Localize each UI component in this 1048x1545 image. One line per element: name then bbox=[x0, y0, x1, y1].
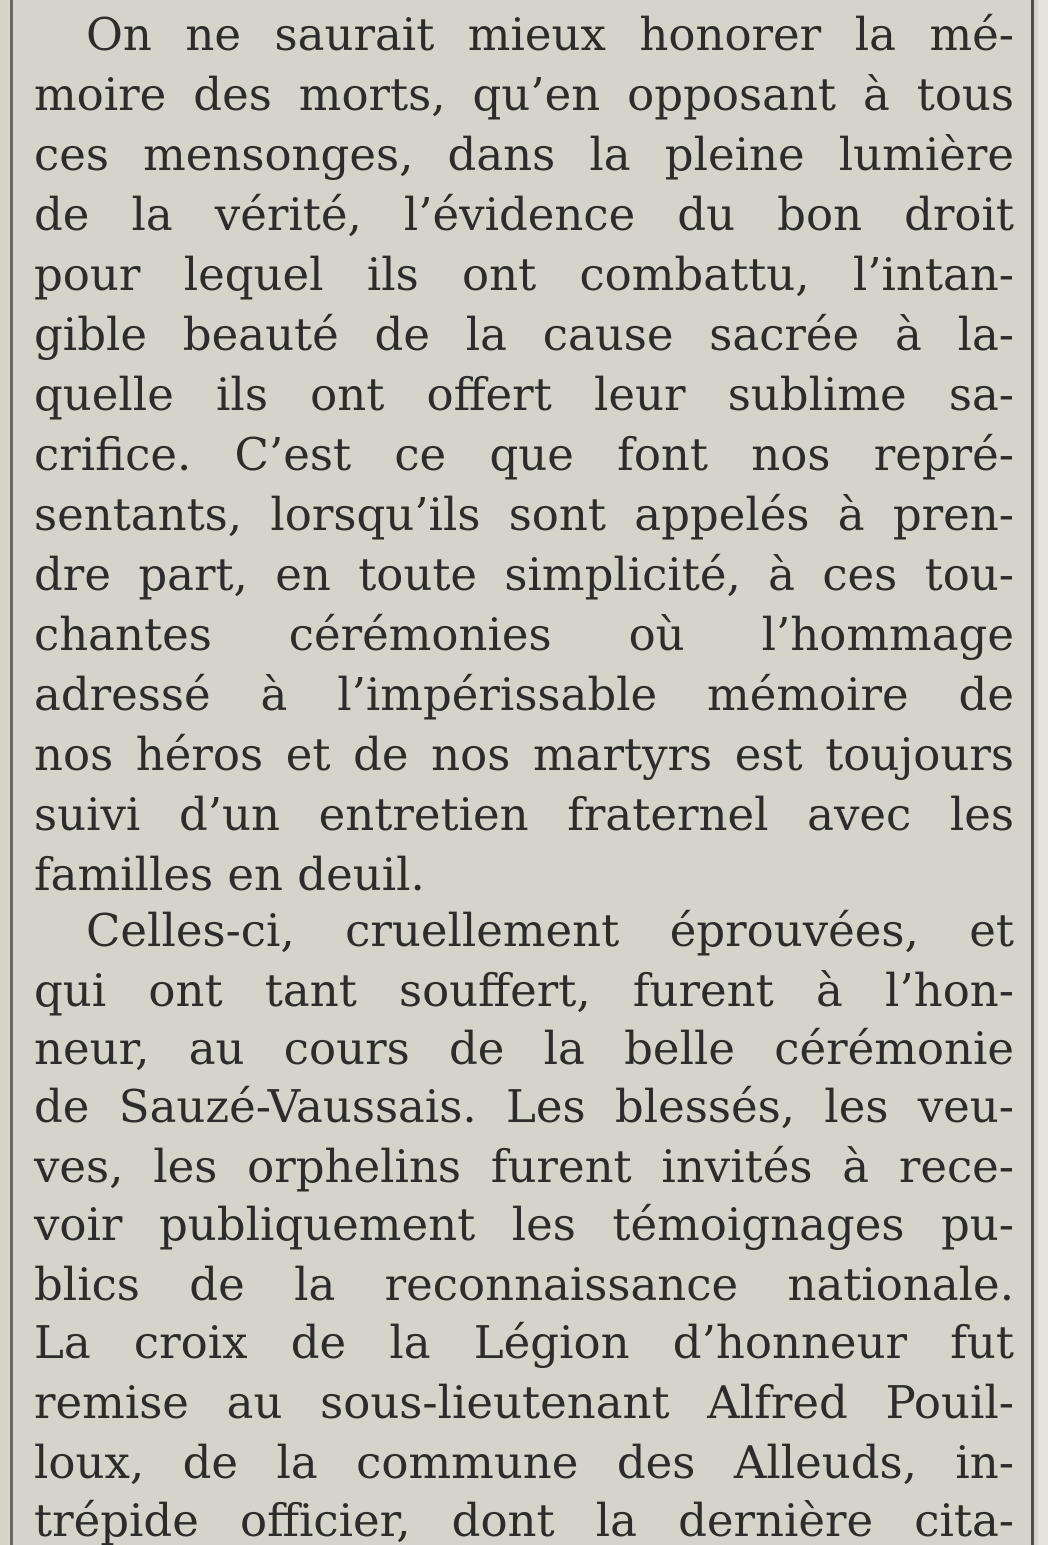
text-line: suivi d’un entretien fraternel avec les bbox=[34, 788, 1014, 841]
column-rule-left bbox=[10, 0, 13, 1545]
page-margin-right bbox=[1038, 0, 1048, 1545]
text-line: nos héros et de nos martyrs est toujours bbox=[34, 728, 1014, 781]
text-line: pour lequel ils ont combattu, l’intan- bbox=[34, 248, 1014, 301]
text-line: remise au sous-lieutenant Alfred Pouil- bbox=[34, 1376, 1014, 1429]
text-line: familles en deuil. bbox=[34, 848, 425, 901]
text-line: quelle ils ont offert leur sublime sa- bbox=[34, 368, 1014, 421]
text-line: blics de la reconnaissance nationale. bbox=[34, 1258, 1014, 1311]
text-line: crifice. C’est ce que font nos repré- bbox=[34, 428, 1014, 481]
text-line: sentants, lorsqu’ils sont appelés à pren- bbox=[34, 488, 1014, 541]
text-line: gible beauté de la cause sacrée à la- bbox=[34, 308, 1014, 361]
text-line: ves, les orphelins furent invités à rece- bbox=[34, 1140, 1014, 1193]
text-line: trépide officier, dont la dernière cita- bbox=[34, 1494, 1014, 1545]
text-line: de la vérité, l’évidence du bon droit bbox=[34, 188, 1014, 241]
text-line: La croix de la Légion d’honneur fut bbox=[34, 1316, 1014, 1369]
column-rule-right bbox=[1031, 0, 1034, 1545]
text-line: adressé à l’impérissable mémoire de bbox=[34, 668, 1014, 721]
text-line: dre part, en toute simplicité, à ces tou- bbox=[34, 548, 1014, 601]
text-line: On ne saurait mieux honorer la mé- bbox=[86, 8, 1014, 61]
text-line: ces mensonges, dans la pleine lumière bbox=[34, 128, 1014, 181]
text-line: voir publiquement les témoignages pu- bbox=[34, 1198, 1014, 1251]
text-line: chantes cérémonies où l’hommage bbox=[34, 608, 1014, 661]
text-line: qui ont tant souffert, furent à l’hon- bbox=[34, 964, 1014, 1017]
text-line: Celles-ci, cruellement éprouvées, et bbox=[86, 904, 1014, 957]
text-line: loux, de la commune des Alleuds, in- bbox=[34, 1436, 1014, 1489]
text-line: neur, au cours de la belle cérémonie bbox=[34, 1022, 1014, 1075]
text-line: de Sauzé-Vaussais. Les blessés, les veu- bbox=[34, 1080, 1014, 1133]
text-line: moire des morts, qu’en opposant à tous bbox=[34, 68, 1014, 121]
